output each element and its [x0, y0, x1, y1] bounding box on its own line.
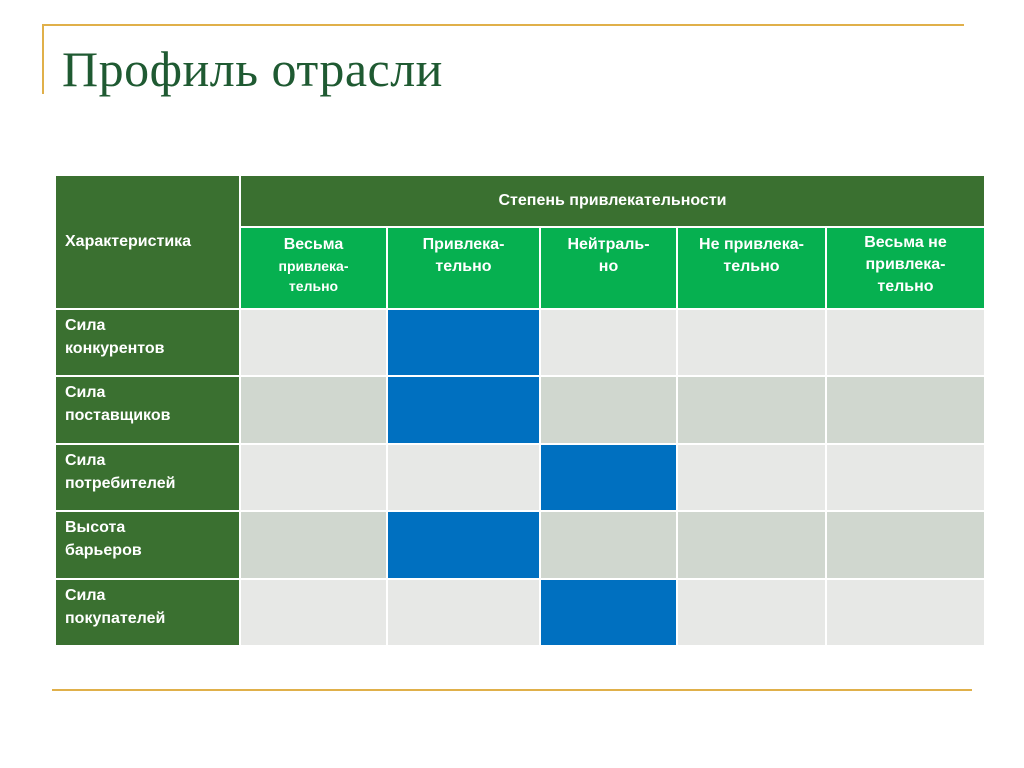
- row-label-competitors: Сила конкурентов: [56, 310, 239, 375]
- table-cell: [388, 580, 539, 645]
- column-header-very-attractive: Весьма привлека- тельно: [241, 228, 386, 308]
- table-cell-selected: [388, 377, 539, 442]
- table-cell: [678, 512, 825, 577]
- bottom-rule: [52, 689, 972, 691]
- top-rule: [42, 24, 964, 26]
- table-cell: [241, 377, 386, 442]
- table-cell-selected: [388, 512, 539, 577]
- table-cell: [678, 377, 825, 442]
- table-cell: [541, 310, 676, 375]
- table-cell: [241, 445, 386, 510]
- table-cell: [827, 580, 984, 645]
- left-rule: [42, 24, 44, 94]
- table-cell: [827, 445, 984, 510]
- table-cell: [241, 580, 386, 645]
- table-cell: [388, 445, 539, 510]
- column-header-attractive: Привлека- тельно: [388, 228, 539, 308]
- column-header-unattractive: Не привлека- тельно: [678, 228, 825, 308]
- row-label-buyers: Сила покупателей: [56, 580, 239, 645]
- characteristic-header: Характеристика: [56, 176, 239, 308]
- column-header-neutral: Нейтраль- но: [541, 228, 676, 308]
- table-cell: [541, 377, 676, 442]
- column-header-very-unattractive: Весьма не привлека- тельно: [827, 228, 984, 308]
- attractiveness-group-header: Степень привлекательности: [241, 176, 984, 226]
- industry-profile-table: [56, 176, 976, 633]
- table-cell: [827, 377, 984, 442]
- table-cell: [827, 512, 984, 577]
- table-cell: [678, 445, 825, 510]
- table-cell-selected: [541, 580, 676, 645]
- table-cell: [541, 512, 676, 577]
- slide-title: Профиль отрасли: [62, 41, 443, 97]
- table-cell-selected: [541, 445, 676, 510]
- table-cell: [241, 512, 386, 577]
- table-cell: [678, 310, 825, 375]
- table-cell: [678, 580, 825, 645]
- row-label-suppliers: Сила поставщиков: [56, 377, 239, 442]
- row-label-barriers: Высота барьеров: [56, 512, 239, 577]
- table-cell-selected: [388, 310, 539, 375]
- table-cell: [827, 310, 984, 375]
- row-label-consumers: Сила потребителей: [56, 445, 239, 510]
- table-cell: [241, 310, 386, 375]
